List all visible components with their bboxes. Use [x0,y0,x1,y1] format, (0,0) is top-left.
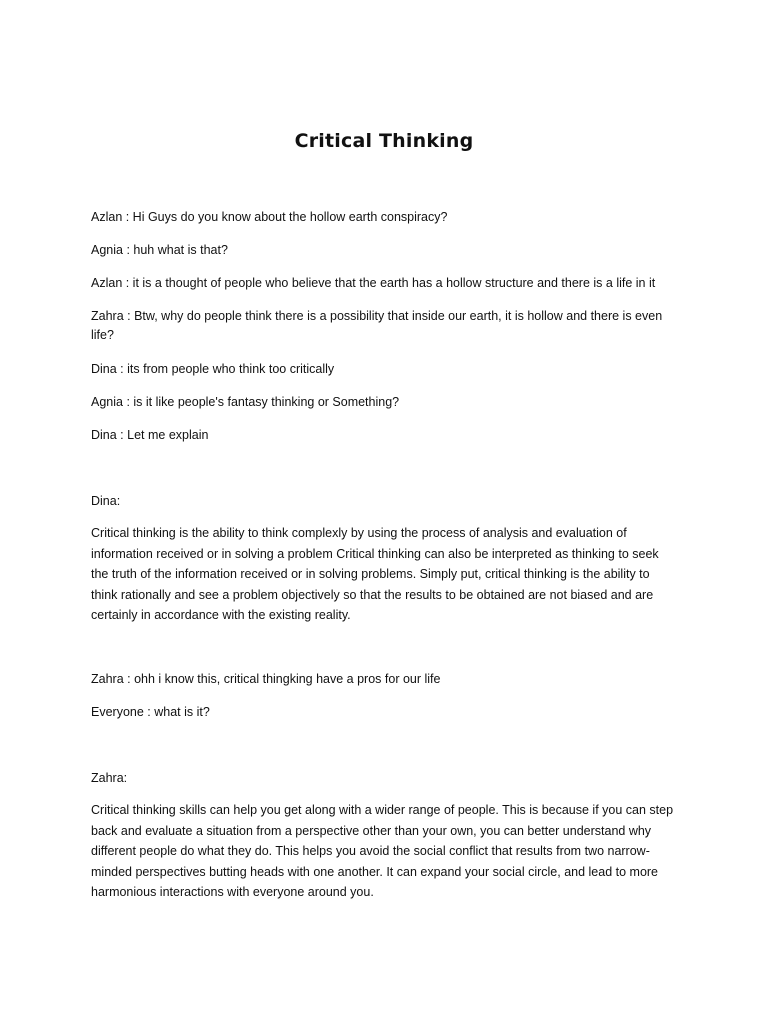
paragraph-line: Critical thinking is the ability to think complexly by using the process of analysis and evaluation of [91,526,627,540]
paragraph-line: information received or in solving a problem Critical thinking can also be interpreted as thinking to seek [91,546,659,561]
paragraph-line: harmonious interactions with everyone around you. [91,885,374,899]
dialogue-line: Zahra : Btw, why do people think there is a possibility that inside our earth, it is hollow and there is even [91,309,663,323]
speaker-heading: Zahra: [91,771,128,785]
dialogue-line: Dina : Let me explain [91,428,209,442]
dialogue-line: Zahra : ohh i know this, critical thingking have a pros for our life [91,672,441,686]
dialogue-line: Azlan : Hi Guys do you know about the hollow earth conspiracy? [91,210,448,224]
paragraph-line: minded perspectives butting heads with one another. It can expand your social circle, and lead to more [91,864,659,879]
document-title: Critical Thinking [294,130,474,152]
dialogue-line: life? [91,328,114,342]
benefits-paragraph [91,800,681,903]
dialogue-line: Dina : its from people who think too critically [91,362,335,376]
explanation-paragraph [91,523,681,626]
dialogue-line: Agnia : huh what is that? [91,243,228,257]
paragraph-line: certainly in accordance with the existing reality. [91,608,351,622]
paragraph-line: think rationally and see a problem objectively so that the results to be obtained are not biased and are [91,587,654,602]
paragraph-line: back and evaluate a situation from a perspective other than your own, you can better understand why [91,823,652,838]
dialogue-line: Azlan : it is a thought of people who believe that the earth has a hollow structure and there is a life in it [91,276,656,290]
dialogue-line: Agnia : is it like people's fantasy thinking or Something? [91,395,400,409]
paragraph-line: the truth of the information received or in solving problems. Simply put, critical thinking is the ability to [91,567,650,581]
dialogue-line: Everyone : what is it? [91,705,210,719]
speaker-heading: Dina: [91,494,121,508]
paragraph-line: Critical thinking skills can help you get along with a wider range of people. This is because if you can step [91,803,674,817]
paragraph-line: different people do what they do. This helps you avoid the social conflict that results from two narrow- [91,844,650,858]
